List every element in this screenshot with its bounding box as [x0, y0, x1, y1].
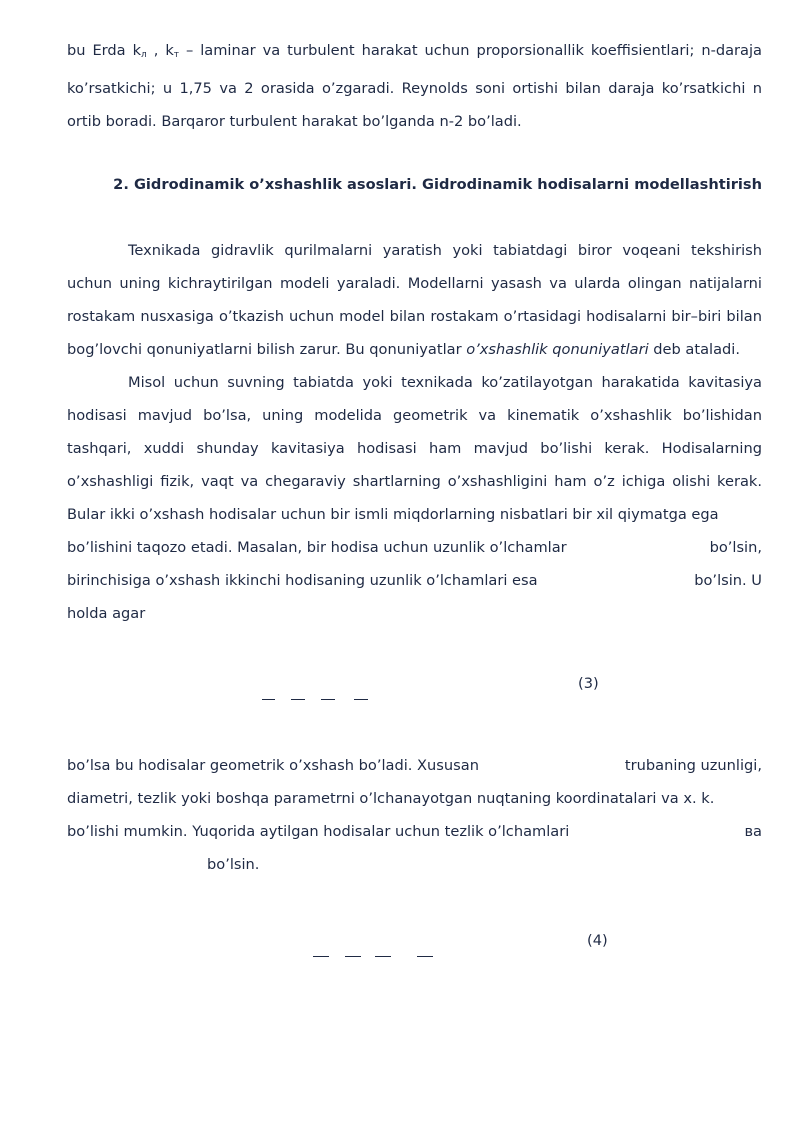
paragraph-similarity-laws: [67, 234, 762, 366]
para3-line-3: bo’lishi mumkin. Yuqorida aytilgan hodisalar uchun tezlik o’lchamlari ва: [67, 823, 762, 840]
equation-4: [67, 926, 762, 962]
section-heading: 2. Gidrodinamik o’xshashlik asoslari. Gidrodinamik hodisalarni modellashtirish: [113, 176, 762, 193]
para2-line-6: bo’lishini taqozo etadi. Masalan, bir hodisa uchun uzunlik o’lchamlar bo’lsin,: [67, 539, 762, 556]
paragraph-cavitation: [67, 366, 762, 531]
intro-paragraph: [67, 34, 762, 138]
subscript-l: л: [141, 50, 147, 60]
para1-text: Texnikada gidravlik qurilmalarni yaratish yoki tabiatdagi biror voqeani tekshirish uchun uning kichraytirilgan modeli yaraladi. Modellarni yasash va ularda olingan natijalarni rostakam nusxasiga o’tkazish uchun model bilan rostakam o’rtasidagi hodisalarni bir–biri bilan bog’lovchi qonuniyatlarni bilish zarur. Bu qonuniyatlar: [67, 242, 762, 358]
para3-line-1: bo’lsa bu hodisalar geometrik o’xshash bo’ladi. Xususan trubaning uzunligi,: [67, 757, 762, 774]
para3-line-4: bo’lsin.: [207, 856, 260, 873]
para1-text-end: deb ataladi.: [648, 341, 740, 358]
para3-line-2: diametri, tezlik yoki boshqa parametrni o’lchanayotgan nuqtaning koordinatalari va x. k.: [67, 790, 715, 807]
para2-text-visible: Misol uchun suvning tabiatda yoki texnikada ko’zatilayotgan harakatida kavitasiya hodisasi mavjud bo’lsa, uning modelida geometrik va kinematik o’xshashlik bo’lishidan tashqari, xuddi shunday kavitasiya hodisasi ham mavjud bo’lishi kerak. Hodisalarning o’xshashligi fizik, vaqt va chegaraviy shartlarning o’xshashligini ham o’z ichiga olishi kerak. Bular ikki o’xshash hodisalar uchun bir ismli miqdorlarning nisbatlari bir xil qiymatga ega: [67, 374, 762, 523]
para1-italic-term: o’xshashlik qonuniyatlari: [466, 341, 649, 358]
equation-number-4: (4): [587, 932, 608, 949]
formula-fraction-bars: [234, 673, 368, 724]
para2-line-7: birinchisiga o’xshash ikkinchi hodisaning uzunlik o’lchamlari esa bo’lsin. U: [67, 572, 762, 589]
intro-text-1: bu Erda k: [67, 42, 142, 59]
equation-3: [67, 669, 762, 705]
formula-fraction-bars-4: [285, 930, 433, 981]
document-page: [67, 34, 762, 962]
equation-number-3: (3): [578, 675, 599, 692]
intro-text-3: – laminar va turbulent harakat uchun proporsionallik koeffisientlari; n-daraja ko’rsatkichi; u 1,75 va 2 orasida o’zgaradi. Reynolds soni ortishi bilan daraja ko’rsatkichi n ortib boradi. Barqaror turbulent harakat bo’lganda n-2 bo’ladi.: [67, 42, 762, 130]
subscript-t: т: [173, 50, 180, 60]
para2-line-8: holda agar: [67, 605, 146, 622]
intro-text-2: , k: [146, 42, 174, 59]
